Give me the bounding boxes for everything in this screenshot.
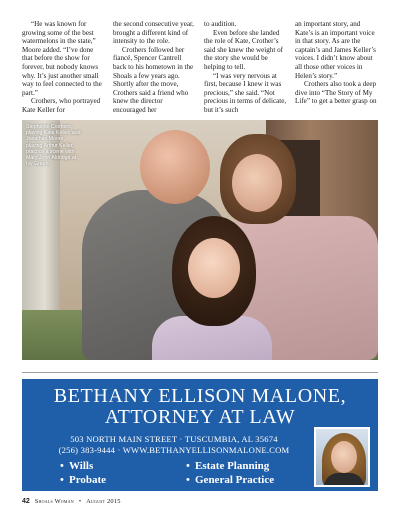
paragraph: Even before she landed the role of Kate, Crother’s said she knew the weight of the story she would be helping to tell. [204, 28, 283, 71]
footer-separator: • [78, 498, 82, 505]
paragraph: Crothers also took a deep dive into “The Story of My Life” to get a better grasp on [295, 80, 377, 106]
ad-contact: (256) 383-9444 · WWW.BETHANYELLISONMALONE.COM [58, 445, 290, 455]
article-column-2 [113, 20, 196, 116]
man-head [140, 130, 210, 204]
service-item: • Probate [60, 474, 107, 486]
ad-services [60, 460, 300, 487]
portrait-face [331, 441, 357, 473]
attorney-portrait [314, 427, 370, 487]
paragraph: Crothers followed her fiancé, Spencer Cantrell back to his hometown in the Shoals a few years ago. Shortly after the move, Crothers said a friend who knew the director encouraged her [113, 45, 194, 114]
ad-name-line-2: ATTORNEY AT LAW [104, 406, 296, 428]
service-item: • General Practice [186, 474, 275, 486]
girl-face [188, 238, 240, 298]
photo-caption: Stephanie Crothers, playing Kate Keller, and Jonathan Moore, playing Arthur Keller, practice a scene with Mary John Aldridge at Ivy Green. [26, 124, 81, 168]
portrait-clothing [324, 473, 364, 487]
paragraph: an important story, and Kate’s is an important voice in that story. As are the captain’s and James Keller’s voices. I didn’t know about all those other voices in Helen’s story.” [295, 20, 376, 80]
ad-name-line-1: BETHANY ELLISON MALONE, [53, 385, 347, 407]
issue-date: August 2015 [86, 498, 121, 505]
article-column-4 [295, 20, 378, 116]
ad-address: 503 NORTH MAIN STREET · TUSCUMBIA, AL 35674 [70, 434, 278, 444]
paragraph: Crothers, who portrayed Kate Keller for [22, 97, 101, 114]
paragraph: the second consecutive year, brought a different kind of intensity to the role. [113, 20, 194, 46]
woman-face [232, 154, 282, 212]
article-column-3 [204, 20, 287, 116]
magazine-name: Shoals Woman [34, 498, 74, 505]
divider [22, 372, 378, 373]
attorney-advertisement [22, 379, 378, 491]
page-footer [22, 497, 378, 507]
paragraph: “I was very nervous at first, because I knew it was precious,” she said. “Not precious in terms of delicate, but it’s such [204, 71, 287, 114]
paragraph: “He was known for growing some of the best watermelons in the state,” Moore added. “I’ve done that before the show for forever, but nobody knows why. It’s just another small way to feel connected to the part.” [22, 20, 102, 97]
service-item: • Wills [60, 460, 94, 472]
paragraph: to audition. [204, 20, 237, 28]
article-column-1 [22, 20, 105, 116]
service-item: • Estate Planning [186, 460, 270, 472]
article-columns [22, 20, 378, 116]
page-number: 42 [22, 498, 30, 505]
